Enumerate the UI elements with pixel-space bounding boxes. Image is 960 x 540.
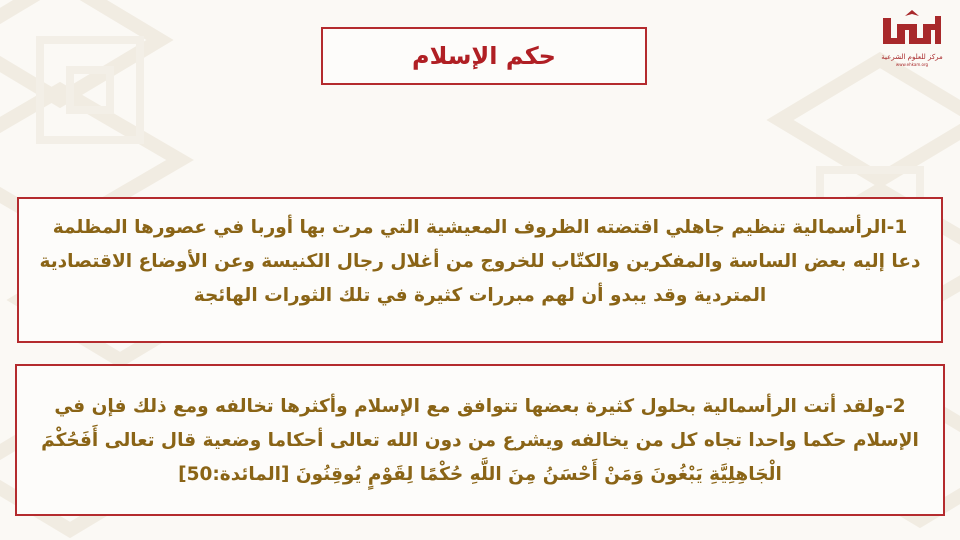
ehkam-logo xyxy=(876,8,948,72)
point-box-1 xyxy=(17,197,943,343)
title-box xyxy=(321,27,647,85)
logo-caption: مركز للعلوم الشرعية xyxy=(881,53,943,61)
page-title: حكم الإسلام xyxy=(412,42,556,70)
ehkam-logo-icon xyxy=(877,8,947,52)
point-box-2 xyxy=(15,364,945,516)
point-text-2: 2-ولقد أتت الرأسمالية بحلول كثيرة بعضها تتوافق مع الإسلام وأكثرها تخالفه ومع ذلك فإن في الإسلام حكما واحدا تجاه كل من يخالفه ويشرع من دون الله تعالى أحكاما وضعية قال تعالى أَفَحُكْمَ الْجَاهِلِيَّةِ يَبْغُونَ وَمَنْ أَحْسَنُ مِنَ اللَّهِ حُكْمًا لِقَوْمٍ يُوقِنُونَ [المائدة:50] xyxy=(41,396,919,485)
logo-url: www.ehkam.org xyxy=(895,62,929,67)
point-text-1: 1-الرأسمالية تنظيم جاهلي اقتضته الظروف المعيشية التي مرت بها أوربا في عصورها المظلمة دعا إليه بعض الساسة والمفكرين والكتّاب للخروج من أغلال رجال الكنيسة وعن الأوضاع الاقتصادية المتردية وقد يبدو أن لهم مبررات كثيرة في تلك الثورات الهائجة xyxy=(39,217,921,306)
